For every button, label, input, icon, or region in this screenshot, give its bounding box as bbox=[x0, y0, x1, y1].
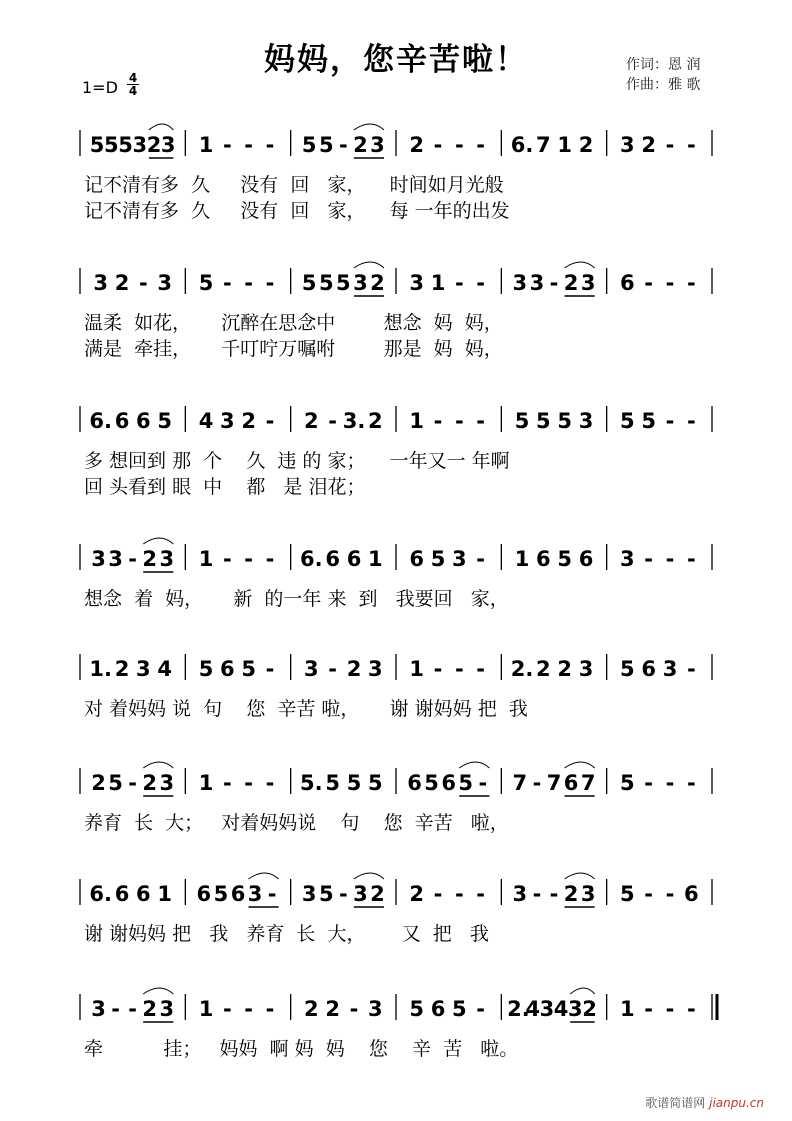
note: 3 bbox=[91, 547, 106, 571]
note: 1 bbox=[409, 409, 424, 433]
note: 5 bbox=[346, 771, 362, 795]
time-signature-bottom: 4 bbox=[128, 84, 138, 98]
note: - bbox=[433, 657, 443, 681]
note: 5 bbox=[430, 547, 446, 571]
note: 3 bbox=[353, 882, 368, 906]
note: 5 bbox=[458, 771, 474, 795]
note: 5 bbox=[536, 409, 551, 433]
note: 3 bbox=[578, 657, 594, 681]
note: 2 bbox=[370, 882, 385, 906]
note: 3 bbox=[247, 882, 263, 906]
note: - bbox=[686, 547, 696, 571]
note: 5 bbox=[620, 882, 635, 906]
note: 2 bbox=[409, 133, 424, 157]
note: 6 bbox=[536, 547, 551, 571]
note: 6 bbox=[563, 771, 579, 795]
note: 5 bbox=[368, 771, 383, 795]
note: 5 bbox=[409, 997, 424, 1021]
note: 2 bbox=[582, 997, 597, 1021]
note: 6 bbox=[230, 882, 246, 906]
lyric-line: 满是 牵挂， 千叮咛万嘱咐 那是 妈 妈， bbox=[84, 338, 503, 360]
note: 3 bbox=[157, 271, 172, 295]
note: 5 bbox=[198, 271, 214, 295]
note: 5 bbox=[424, 771, 439, 795]
note: - bbox=[644, 271, 654, 295]
note: - bbox=[454, 133, 464, 157]
note: 4 bbox=[157, 657, 172, 681]
note: 2 bbox=[142, 771, 158, 795]
note: 3 bbox=[452, 547, 467, 571]
note: - bbox=[222, 547, 232, 571]
note: 6 bbox=[346, 547, 362, 571]
note: - bbox=[244, 547, 254, 571]
note: - bbox=[644, 997, 654, 1021]
note: - bbox=[454, 657, 464, 681]
slur bbox=[354, 124, 384, 130]
slur bbox=[354, 873, 384, 879]
note: - bbox=[665, 771, 675, 795]
lyric-line: 记不清有多 久 没有 回 家， 每 一年的出发 bbox=[84, 200, 510, 222]
note: 6. bbox=[89, 409, 112, 433]
note: 2 bbox=[641, 133, 656, 157]
slur bbox=[149, 124, 173, 130]
note: 5 bbox=[336, 271, 351, 295]
note: - bbox=[686, 771, 696, 795]
note: 6. bbox=[510, 133, 534, 157]
note: 2. bbox=[507, 997, 530, 1021]
note: 7 bbox=[512, 771, 528, 795]
note: 5 bbox=[198, 657, 214, 681]
note: - bbox=[433, 133, 443, 157]
lyricist-credit: 作词：恩 润 bbox=[626, 57, 701, 73]
note: 6 bbox=[684, 882, 699, 906]
note: 4 bbox=[198, 409, 214, 433]
note: - bbox=[138, 271, 148, 295]
note: 5 bbox=[301, 133, 317, 157]
note: - bbox=[222, 997, 232, 1021]
note: - bbox=[665, 547, 675, 571]
note: - bbox=[686, 657, 696, 681]
note: 3 bbox=[136, 657, 151, 681]
note: - bbox=[476, 409, 486, 433]
slur bbox=[565, 262, 595, 268]
note: 5 bbox=[318, 882, 334, 906]
note: - bbox=[267, 882, 277, 906]
note: 3 bbox=[159, 997, 175, 1021]
note: 5 bbox=[108, 771, 123, 795]
note: - bbox=[665, 133, 675, 157]
note: - bbox=[476, 657, 486, 681]
watermark-label: 歌谱简谱网 bbox=[645, 1096, 706, 1110]
note: 5 bbox=[620, 409, 635, 433]
note: - bbox=[222, 271, 232, 295]
note: - bbox=[265, 409, 275, 433]
note: - bbox=[222, 771, 232, 795]
note: 1 bbox=[198, 547, 214, 571]
note: 2 bbox=[563, 882, 579, 906]
slur bbox=[354, 262, 384, 268]
note: 7 bbox=[536, 133, 551, 157]
note: 1 bbox=[368, 547, 383, 571]
note: 3 bbox=[620, 547, 635, 571]
note: - bbox=[265, 771, 275, 795]
note: - bbox=[265, 997, 275, 1021]
note: 3 bbox=[353, 271, 368, 295]
note: - bbox=[644, 882, 654, 906]
note: 4 bbox=[553, 997, 569, 1021]
note: 2 bbox=[578, 133, 594, 157]
note: - bbox=[128, 547, 138, 571]
note: 6 bbox=[220, 657, 235, 681]
note: 2 bbox=[142, 547, 158, 571]
note: - bbox=[338, 133, 348, 157]
slur bbox=[565, 873, 595, 879]
note: 5 bbox=[89, 133, 105, 157]
note: 5 bbox=[118, 133, 133, 157]
note: 5 bbox=[620, 657, 635, 681]
note: 5 bbox=[641, 409, 656, 433]
note: - bbox=[454, 882, 464, 906]
note: 2 bbox=[114, 271, 130, 295]
lyric-line: 养育 长 大； 对着妈妈说 句 您 辛苦 啦， bbox=[84, 812, 509, 834]
note: - bbox=[665, 997, 675, 1021]
note: - bbox=[686, 997, 696, 1021]
key-signature: 1=D bbox=[82, 78, 118, 97]
lyric-line: 牵 挂； 妈妈 啊 妈 妈 您 辛 苦 啦。 bbox=[84, 1038, 519, 1060]
note: 2 bbox=[91, 771, 106, 795]
note: 3 bbox=[620, 133, 635, 157]
note: 5 bbox=[557, 547, 572, 571]
note: 2 bbox=[241, 409, 256, 433]
note: - bbox=[665, 271, 675, 295]
note: 6 bbox=[578, 547, 594, 571]
note: 3. bbox=[342, 409, 366, 433]
note: 6 bbox=[620, 271, 635, 295]
note: - bbox=[644, 547, 654, 571]
note: 3 bbox=[108, 547, 123, 571]
lyric-line: 温柔 如花， 沉醉在思念中 想念 妈 妈， bbox=[84, 312, 503, 334]
note: 1 bbox=[514, 547, 530, 571]
note: - bbox=[328, 657, 338, 681]
note: - bbox=[244, 771, 254, 795]
note: - bbox=[111, 997, 120, 1021]
note: 3 bbox=[159, 771, 175, 795]
note: - bbox=[128, 771, 138, 795]
lyric-line: 回 头看到 眼 中 都 是 泪花； bbox=[84, 476, 366, 498]
note: 1 bbox=[409, 657, 424, 681]
note: - bbox=[128, 997, 138, 1021]
note: - bbox=[686, 409, 696, 433]
note: 2 bbox=[557, 657, 572, 681]
note: 5 bbox=[557, 409, 572, 433]
note: 3 bbox=[662, 657, 678, 681]
note: - bbox=[454, 271, 464, 295]
note: 1 bbox=[557, 133, 572, 157]
song-title: 妈妈，您辛苦啦！ bbox=[264, 42, 528, 78]
note: 3 bbox=[91, 997, 106, 1021]
note: 3 bbox=[93, 271, 108, 295]
note: - bbox=[532, 882, 542, 906]
note: - bbox=[349, 997, 359, 1021]
note: 2. bbox=[510, 657, 534, 681]
note: 6 bbox=[136, 409, 151, 433]
note: - bbox=[644, 771, 654, 795]
note: 3 bbox=[220, 409, 235, 433]
note: 3 bbox=[304, 657, 319, 681]
note: 7 bbox=[580, 771, 596, 795]
note: 2 bbox=[368, 409, 383, 433]
note: - bbox=[686, 133, 696, 157]
lyric-line: 谢 谢妈妈 把 我 养育 长 大， 又 把 我 bbox=[84, 923, 489, 945]
note: 6 bbox=[409, 547, 424, 571]
note: - bbox=[665, 409, 675, 433]
note: 6 bbox=[641, 657, 656, 681]
note: - bbox=[665, 882, 675, 906]
note: 5 bbox=[318, 271, 334, 295]
note: 5 bbox=[514, 409, 530, 433]
note: - bbox=[265, 133, 275, 157]
note: 3 bbox=[578, 409, 594, 433]
note: 1 bbox=[198, 771, 214, 795]
note: - bbox=[433, 882, 443, 906]
note: 3 bbox=[529, 271, 545, 295]
note: 6 bbox=[430, 997, 446, 1021]
note: 3 bbox=[160, 133, 176, 157]
note: 6 bbox=[114, 409, 130, 433]
note: 5 bbox=[213, 882, 229, 906]
lyric-line: 想念 着 妈， 新 的一年 来 到 我要回 家， bbox=[84, 588, 509, 610]
note: 3 bbox=[512, 882, 528, 906]
note: 3 bbox=[368, 657, 383, 681]
slur bbox=[459, 762, 489, 768]
note: - bbox=[265, 657, 275, 681]
note: - bbox=[476, 547, 486, 571]
note: - bbox=[433, 409, 443, 433]
note: 3 bbox=[568, 997, 583, 1021]
note: 3 bbox=[368, 997, 383, 1021]
note: 2 bbox=[142, 997, 158, 1021]
note: 2 bbox=[536, 657, 551, 681]
note: - bbox=[454, 409, 464, 433]
note: 1. bbox=[89, 657, 112, 681]
note: 6 bbox=[196, 882, 212, 906]
note: 2 bbox=[304, 409, 319, 433]
note: 2 bbox=[146, 133, 162, 157]
note: 1 bbox=[430, 271, 446, 295]
slur bbox=[143, 988, 173, 994]
note: - bbox=[532, 771, 542, 795]
note: 1 bbox=[198, 133, 214, 157]
note: 6. bbox=[89, 882, 112, 906]
note: 2 bbox=[370, 271, 385, 295]
note: 3 bbox=[539, 997, 555, 1021]
note: 7 bbox=[546, 771, 562, 795]
note: 2 bbox=[304, 997, 319, 1021]
note: 3 bbox=[132, 133, 148, 157]
note: 3 bbox=[580, 271, 596, 295]
slur bbox=[249, 873, 279, 879]
note: 4 bbox=[525, 997, 540, 1021]
watermark bbox=[645, 1094, 764, 1111]
note: - bbox=[328, 409, 338, 433]
note: 1 bbox=[157, 882, 172, 906]
note: 3 bbox=[580, 882, 596, 906]
note: 6 bbox=[441, 771, 456, 795]
note: 5 bbox=[620, 771, 635, 795]
note: 2 bbox=[346, 657, 362, 681]
note: 6. bbox=[300, 547, 323, 571]
note: 6 bbox=[325, 547, 340, 571]
note: 5 bbox=[157, 409, 172, 433]
note: 3 bbox=[301, 882, 317, 906]
note: 5 bbox=[301, 271, 317, 295]
note: 3 bbox=[409, 271, 424, 295]
note: - bbox=[244, 997, 254, 1021]
note: 2 bbox=[353, 133, 368, 157]
slur bbox=[565, 762, 595, 768]
note: 5 bbox=[241, 657, 256, 681]
note: 1 bbox=[198, 997, 214, 1021]
note: 2 bbox=[563, 271, 579, 295]
note: 5 bbox=[318, 133, 334, 157]
note: - bbox=[222, 133, 232, 157]
note: 5 bbox=[104, 133, 119, 157]
note: 6 bbox=[407, 771, 422, 795]
note: 5 bbox=[325, 771, 340, 795]
note: - bbox=[549, 271, 559, 295]
note: - bbox=[476, 882, 486, 906]
note: - bbox=[478, 771, 488, 795]
lyric-line: 记不清有多 久 没有 回 家， 时间如月光般 bbox=[84, 174, 504, 196]
watermark-site: jianpu.cn bbox=[709, 1096, 764, 1110]
note: 5. bbox=[300, 771, 323, 795]
note: 6 bbox=[136, 882, 151, 906]
note: - bbox=[476, 997, 486, 1021]
slur bbox=[570, 988, 594, 994]
note: 2 bbox=[409, 882, 424, 906]
time-signature-top: 4 bbox=[128, 71, 138, 85]
note: 2 bbox=[114, 657, 130, 681]
note: - bbox=[244, 133, 254, 157]
note: - bbox=[476, 133, 486, 157]
lyric-line: 多 想回到 那 个 久 违 的 家； 一年又一 年啊 bbox=[84, 450, 510, 472]
note: 5 bbox=[452, 997, 467, 1021]
note: 6 bbox=[114, 882, 130, 906]
composer-credit: 作曲：雅 歌 bbox=[626, 77, 701, 93]
note: 3 bbox=[512, 271, 528, 295]
note: 3 bbox=[370, 133, 385, 157]
note: 3 bbox=[159, 547, 175, 571]
note: - bbox=[265, 271, 275, 295]
slur bbox=[143, 538, 173, 544]
note: - bbox=[265, 547, 275, 571]
note: - bbox=[686, 271, 696, 295]
slur bbox=[143, 762, 173, 768]
lyric-line: 对 着妈妈 说 句 您 辛苦 啦， 谢 谢妈妈 把 我 bbox=[84, 698, 528, 720]
note: - bbox=[338, 882, 348, 906]
note: 2 bbox=[325, 997, 340, 1021]
note: - bbox=[549, 882, 559, 906]
note: - bbox=[244, 271, 254, 295]
note: 1 bbox=[620, 997, 635, 1021]
note: - bbox=[476, 271, 486, 295]
